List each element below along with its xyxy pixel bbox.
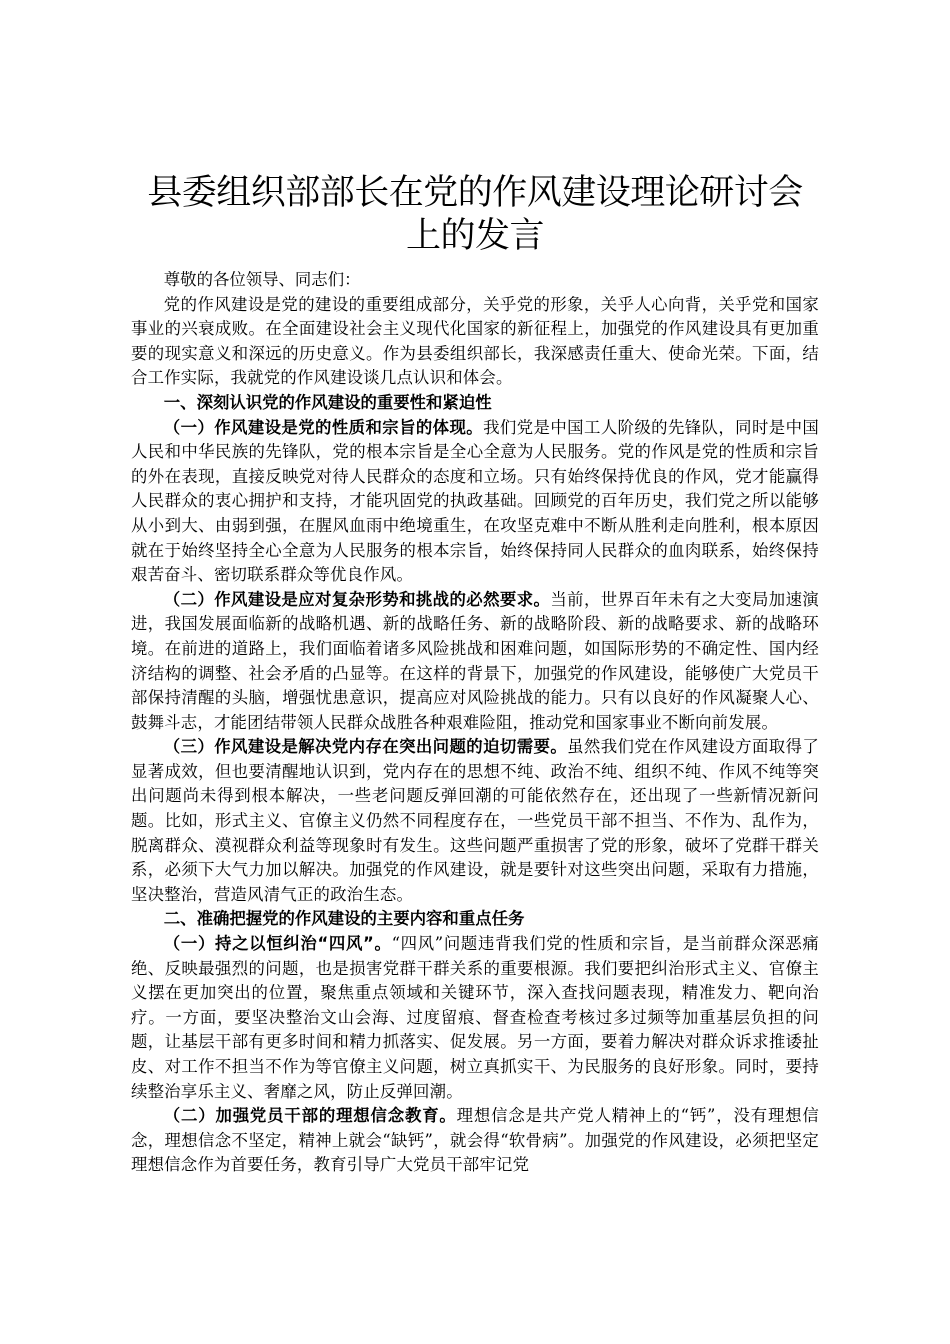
section-heading-1: 一、深刻认识党的作风建设的重要性和紧迫性 xyxy=(163,392,492,412)
paragraph-1-2 xyxy=(131,588,819,736)
section-heading-2: 二、准确把握党的作风建设的主要内容和重点任务 xyxy=(163,909,525,929)
paragraph-body: 虽然我们党在作风建设方面取得了显著成效，但也要清醒地认识到，党内存在的思想不纯、政治不纯、组织不纯、作风不纯等突出问题尚未得到根本解决，一些老问题反弹回潮的可能依然存在，还出现了一些新情况新问题。比如，形式主义、官僚主义仍然不同程度存在，一些党员干部不担当、不作为、乱作为，脱离群众、漠视群众利益等现象时有发生。这些问题严重损害了党的形象，破坏了党群干群关系，必须下大气力加以解决。加强党的作风建设，就是要针对这些突出问题，采取有力措施，坚决整治，营造风清气正的政治生态。 xyxy=(131,737,819,904)
paragraph-lead: （二）作风建设是应对复杂形势和挑战的必然要求。 xyxy=(163,589,551,609)
document-body xyxy=(131,172,819,1178)
paragraph-body: 我们党是中国工人阶级的先锋队，同时是中国人民和中华民族的先锋队，党的根本宗旨是全心全意为人民服务。党的作风是党的性质和宗旨的外在表现，直接反映党对待人民群众的态度和立场。只有始终保持优良的作风，党才能赢得人民群众的衷心拥护和支持，才能巩固党的执政基础。回顾党的百年历史，我们党之所以能够从小到大、由弱到强，在腥风血雨中绝境重生，在攻坚克难中不断从胜利走向胜利，根本原因就在于始终坚持全心全意为人民服务的根本宗旨，始终保持同人民群众的血肉联系，始终保持艰苦奋斗、密切联系群众等优良作风。 xyxy=(131,417,819,585)
paragraph-body: “四风”问题违背我们党的性质和宗旨，是当前群众深恶痛绝、反映最强烈的问题，也是损害党群干群关系的重要根源。我们要把纠治形式主义、官僚主义摆在更加突出的位置，聚焦重点领域和关键环节，深入查找问题表现，精准发力、靶向治疗。一方面，要坚决整治文山会海、过度留痕、督查检查考核过多过频等加重基层负担的问题，让基层干部有更多时间和精力抓落实、促发展。另一方面，要着力解决对群众诉求推诿扯皮、对工作不担当不作为等官僚主义问题，树立真抓实干、为民服务的良好形象。同时，要持续整治享乐主义、奢靡之风，防止反弹回潮。 xyxy=(131,934,819,1101)
paragraph-1-1 xyxy=(131,416,819,588)
paragraph-body: 当前，世界百年未有之大变局加速演进，我国发展面临新的战略机遇、新的战略任务、新的战略阶段、新的战略要求、新的战略环境。在前进的道路上，我们面临着诸多风险挑战和困难问题，如国际形势的不确定性、国内经济结构的调整、社会矛盾的凸显等。在这样的背景下，加强党的作风建设，能够使广大党员干部保持清醒的头脑，增强忧患意识，提高应对风险挑战的能力。只有以良好的作风凝聚人心、鼓舞斗志，才能团结带领人民群众战胜各种艰难险阻，推动党和国家事业不断向前发展。 xyxy=(131,589,819,732)
intro-paragraph: 党的作风建设是党的建设的重要组成部分，关乎党的形象，关乎人心向背，关乎党和国家事业的兴衰成败。在全面建设社会主义现代化国家的新征程上，加强党的作风建设具有更加重要的现实意义和深远的历史意义。作为县委组织部长，我深感责任重大、使命光荣。下面，结合工作实际，我就党的作风建设谈几点认识和体会。 xyxy=(131,294,819,388)
paragraph-2-2 xyxy=(131,1104,819,1178)
document-title: 县委组织部部长在党的作风建设理论研讨会上的发言 xyxy=(147,173,803,256)
paragraph-lead: （二）加强党员干部的理想信念教育。 xyxy=(163,1106,457,1126)
paragraph-2-1 xyxy=(131,932,819,1104)
paragraph-lead: （一）持之以恒纠治“四风”。 xyxy=(163,934,392,954)
paragraph-lead: （一）作风建设是党的性质和宗旨的体现。 xyxy=(163,417,484,437)
salutation: 尊敬的各位领导、同志们： xyxy=(163,270,361,289)
paragraph-lead: （三）作风建设是解决党内存在突出问题的迫切需要。 xyxy=(163,737,568,757)
paragraph-body: 理想信念是共产党人精神上的“钙”，没有理想信念，理想信念不坚定，精神上就会“缺钙”，就会得“软骨病”。加强党的作风建设，必须把坚定理想信念作为首要任务，教育引导广大党员干部牢记党 xyxy=(131,1106,819,1175)
paragraph-1-3 xyxy=(131,735,819,907)
